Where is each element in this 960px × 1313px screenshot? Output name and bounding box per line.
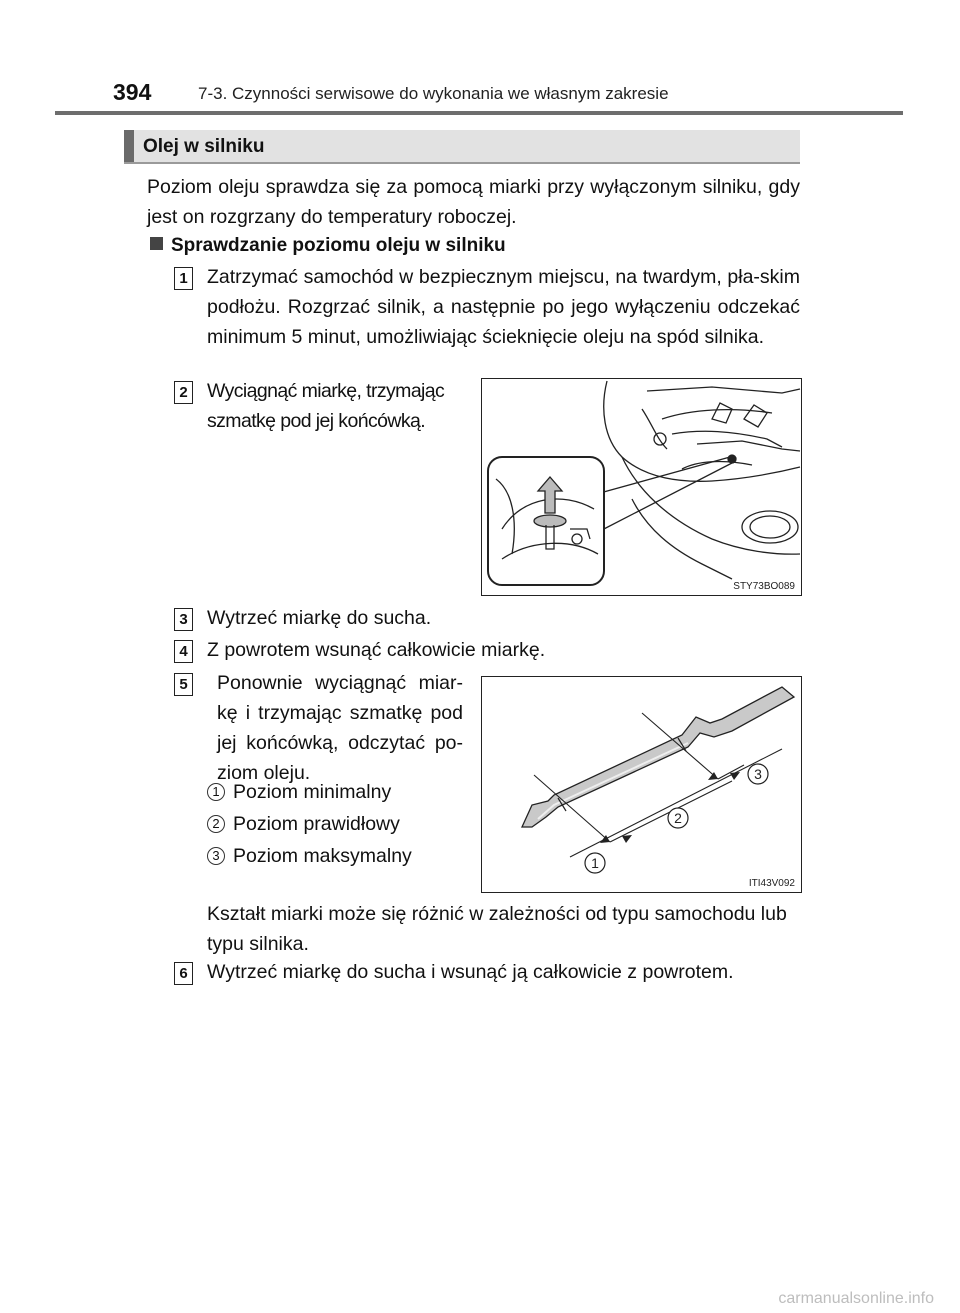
step-number-6: 6	[174, 962, 193, 985]
section-header	[124, 130, 800, 164]
section-divider	[124, 162, 800, 164]
callout-label-2: 2	[674, 810, 682, 826]
callout-label-3: 3	[754, 766, 762, 782]
step-4-text: Z powrotem wsunąć całkowicie miarkę.	[207, 639, 546, 661]
legend-label-3: Poziom maksymalny	[233, 845, 412, 867]
engine-dipstick-figure	[481, 378, 802, 596]
intro-paragraph: Poziom oleju sprawdza się za pomocą miarki przy wyłączonym silniku, gdy jest on rozgrzany do temperatury roboczej.	[147, 176, 800, 228]
engine-bay-illustration	[482, 379, 801, 595]
page-number: 394	[113, 79, 152, 105]
square-bullet-icon	[150, 237, 163, 250]
step-2-text: Wyciągnąć miarkę, trzymając szmatkę pod jej końcówką.	[207, 380, 445, 432]
legend-item-3	[207, 845, 412, 868]
legend-item-1	[207, 781, 391, 804]
figure-2-code: ITI43V092	[748, 878, 795, 889]
legend-label-1: Poziom minimalny	[233, 781, 392, 803]
chapter-title: 7-3. Czynności serwisowe do wykonania we własnym zakresie	[198, 84, 669, 103]
step-number-5: 5	[174, 673, 193, 696]
footer-watermark: carmanualsonline.info	[778, 1290, 934, 1307]
legend-marker-3: 3	[207, 847, 225, 865]
step-6-text: Wytrzeć miarkę do sucha i wsunąć ją całkowicie z powrotem.	[207, 961, 734, 983]
subheading-text: Sprawdzanie poziomu oleju w silniku	[171, 235, 506, 256]
step-number-1: 1	[174, 267, 193, 290]
section-title: Olej w silniku	[143, 136, 265, 157]
legend-marker-1: 1	[207, 783, 225, 801]
dipstick-illustration	[482, 677, 801, 892]
subheading	[150, 235, 506, 257]
header-divider	[55, 111, 903, 115]
legend-label-2: Poziom prawidłowy	[233, 813, 400, 835]
step-number-4: 4	[174, 640, 193, 663]
callout-label-1: 1	[591, 855, 599, 871]
section-accent	[124, 130, 134, 164]
step-5-text: Ponownie wyciągnąć miar-kę i trzymając szmatkę pod jej końcówką, odczytać po-ziom oleju.	[217, 672, 463, 784]
step-number-2: 2	[174, 381, 193, 404]
legend-marker-2: 2	[207, 815, 225, 833]
step-number-3: 3	[174, 608, 193, 631]
note-paragraph: Kształt miarki może się różnić w zależności od typu samochodu lub typu silnika.	[207, 903, 787, 955]
legend-item-2	[207, 813, 400, 836]
step-1-text: Zatrzymać samochód w bezpiecznym miejscu, na twardym, pła-skim podłożu. Rozgrzać silnik, a następnie po jego wyłączeniu odczekać minimum 5 minut, umożliwiając ścieknięcie oleju na spód silnika.	[207, 266, 800, 348]
figure-1-code: STY73BO089	[733, 581, 795, 592]
dipstick-level-figure	[481, 676, 802, 893]
step-3-text: Wytrzeć miarkę do sucha.	[207, 607, 432, 629]
